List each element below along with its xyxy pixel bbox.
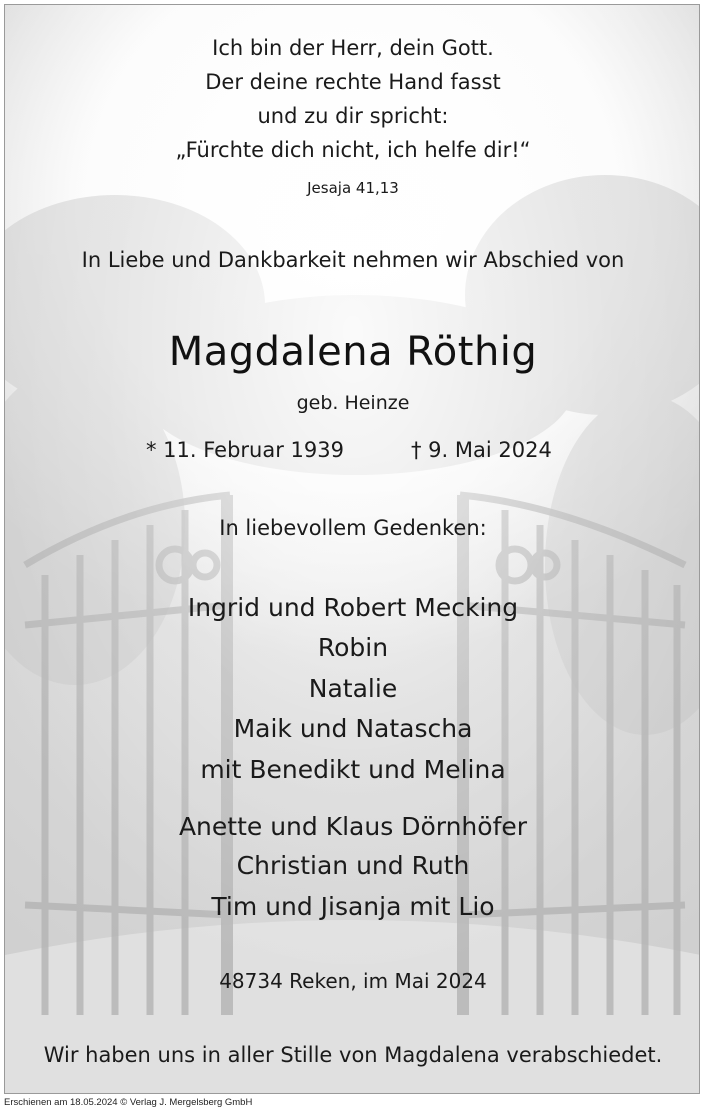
place-and-date: 48734 Reken, im Mai 2024 bbox=[219, 969, 487, 993]
intro-text: In Liebe und Dankbarkeit nehmen wir Abschied von bbox=[81, 248, 625, 272]
life-dates bbox=[5, 438, 700, 468]
obituary-card bbox=[4, 4, 700, 1094]
mourner-group1-line-3: Natalie bbox=[308, 674, 398, 703]
mourner-group2-line-3: Tim und Jisanja mit Lio bbox=[211, 892, 495, 921]
maiden-name: geb. Heinze bbox=[296, 392, 410, 414]
publication-footer: Erschienen am 18.05.2024 © Verlag J. Mergelsberg GmbH bbox=[4, 1097, 253, 1108]
verse-line-1: Ich bin der Herr, dein Gott. bbox=[212, 36, 494, 60]
verse-reference: Jesaja 41,13 bbox=[307, 179, 399, 197]
obituary-text bbox=[5, 5, 700, 1094]
mourner-group2-line-2: Christian und Ruth bbox=[236, 851, 470, 880]
mourner-group1-line-1: Ingrid und Robert Mecking bbox=[187, 593, 519, 622]
verse-line-4: „Fürchte dich nicht, ich helfe dir!“ bbox=[175, 138, 531, 162]
mourner-group1-line-2: Robin bbox=[317, 633, 389, 662]
verse-line-2: Der deine rechte Hand fasst bbox=[205, 70, 501, 94]
verse-line-3: und zu dir spricht: bbox=[257, 104, 449, 128]
death-date: † 9. Mai 2024 bbox=[411, 438, 552, 462]
mourner-group1-line-4: Maik und Natascha bbox=[233, 714, 473, 743]
memory-heading: In liebevollem Gedenken: bbox=[219, 516, 487, 540]
closing-text: Wir haben uns in aller Stille von Magdalena verabschiedet. bbox=[43, 1043, 663, 1067]
mourner-group1-line-5: mit Benedikt und Melina bbox=[200, 755, 506, 784]
mourner-group2-line-1: Anette und Klaus Dörnhöfer bbox=[178, 812, 528, 841]
birth-date: * 11. Februar 1939 bbox=[146, 438, 344, 462]
deceased-name: Magdalena Röthig bbox=[168, 329, 538, 375]
